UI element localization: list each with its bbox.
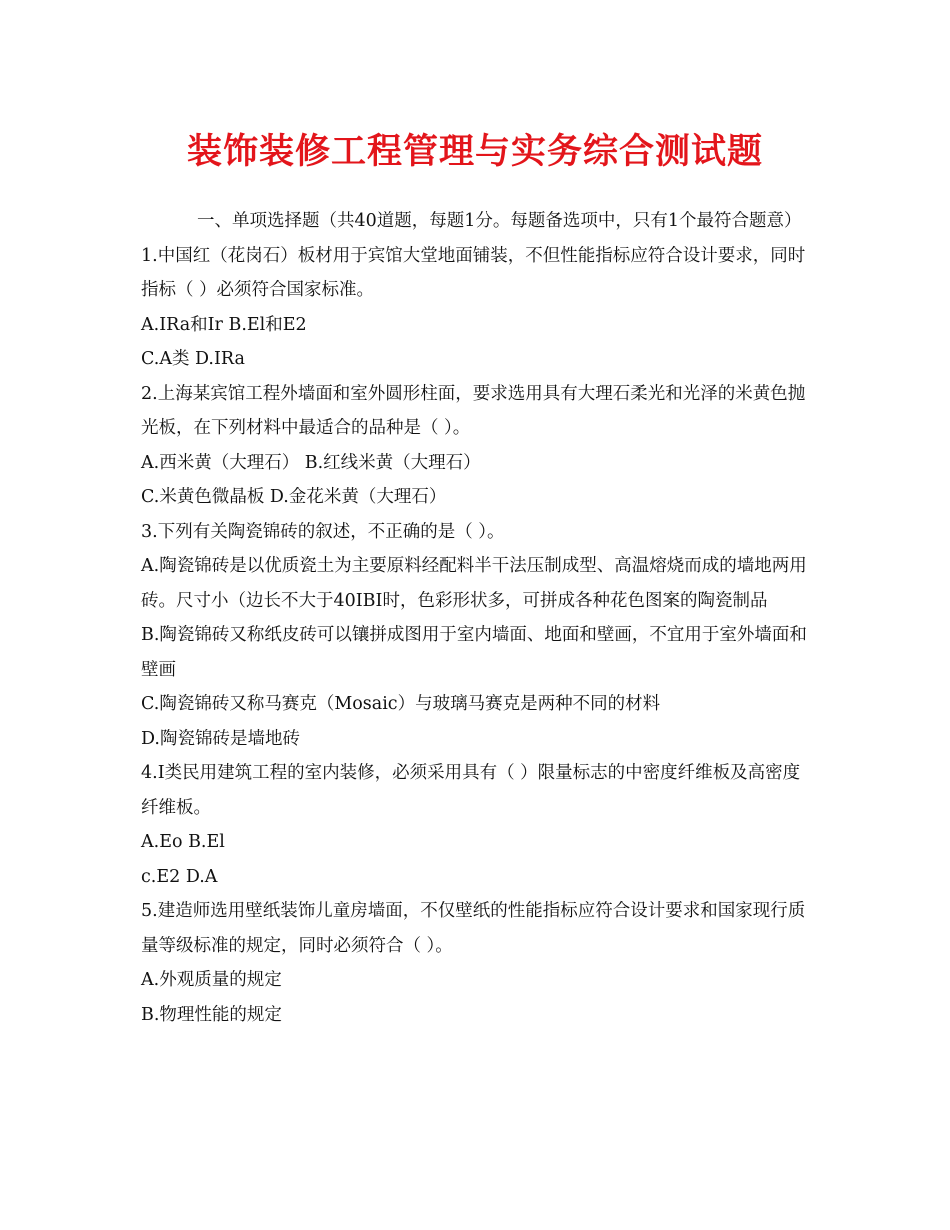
paragraph: C.陶瓷锦砖又称马赛克（Mosaic）与玻璃马赛克是两种不同的材料 [141, 694, 661, 714]
paragraph: A.Eo B.El [141, 832, 225, 852]
paragraph: A.IRa和Ir B.El和E2 [141, 314, 307, 335]
paragraph: D.陶瓷锦砖是墙地砖 [141, 728, 300, 749]
paragraph: B.陶瓷锦砖又称纸皮砖可以镶拼成图用于室内墙面、地面和壁画，不宜用于室外墙面和壁画 [141, 625, 807, 680]
paragraph: 5.建造师选用壁纸装饰儿童房墙面，不仅壁纸的性能指标应符合设计要求和国家现行质量等级标准的规定，同时必须符合（ ）。 [141, 901, 806, 956]
paragraph: 4.I类民用建筑工程的室内装修，必须采用具有（ ）限量标志的中密度纤维板及高密度纤维板。 [141, 763, 801, 818]
paragraph: 2.上海某宾馆工程外墙面和室外圆形柱面，要求选用具有大理石柔光和光泽的米黄色抛光板，在下列材料中最适合的品种是（ ）。 [141, 383, 806, 438]
paragraph: A.陶瓷锦砖是以优质瓷土为主要原料经配料半干法压制成型、高温熔烧而成的墙地两用砖。尺寸小（边长不大于40IBI时，色彩形状多，可拼成各种花色图案的陶瓷制品 [141, 556, 807, 611]
paragraph: 1.中国红（花岗石）板材用于宾馆大堂地面铺装，不但性能指标应符合设计要求，同时指标（ ）必须符合国家标准。 [141, 245, 806, 300]
paragraph: 一、单项选择题（共40道题，每题1分。每题备选项中，只有1个最符合题意） [197, 211, 802, 231]
document-title: 装饰装修工程管理与实务综合测试题 [186, 131, 763, 172]
paragraph: C.A类 D.IRa [141, 349, 245, 369]
paragraph: 3.下列有关陶瓷锦砖的叙述，不正确的是（ ）。 [141, 521, 505, 542]
document-body [141, 204, 816, 1032]
paragraph: A.外观质量的规定 [141, 970, 282, 990]
paragraph: A.西米黄（大理石） B.红线米黄（大理石） [141, 452, 481, 473]
paragraph: B.物理性能的规定 [141, 1004, 282, 1025]
paragraph: C.米黄色微晶板 D.金花米黄（大理石） [141, 487, 447, 507]
paragraph: c.E2 D.A [141, 866, 218, 887]
